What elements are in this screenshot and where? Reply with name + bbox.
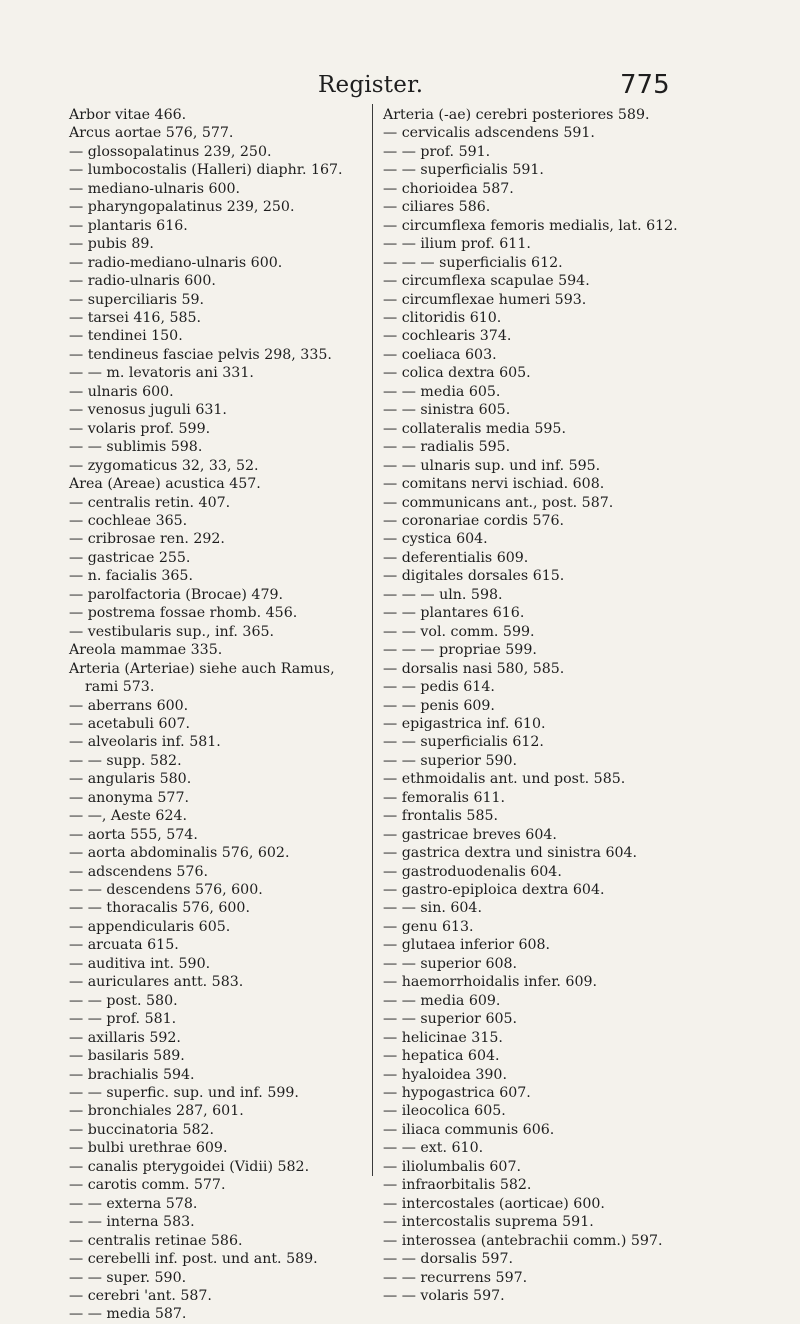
index-entry: — — externa 578. — [69, 1195, 198, 1212]
index-entry: — — ilium prof. 611. — [383, 236, 531, 253]
index-entry: — — vol. comm. 599. — [383, 623, 535, 640]
index-entry: — carotis comm. 577. — [69, 1177, 226, 1194]
index-entry: — — plantares 616. — [383, 605, 525, 622]
index-entry: — — ext. 610. — [383, 1140, 484, 1157]
index-entry: Arbor vitae 466. — [69, 107, 187, 123]
index-entry: — alveolaris inf. 581. — [69, 734, 221, 751]
index-entry: — circumflexae humeri 593. — [383, 291, 587, 308]
index-entry: Areola mammae 335. — [69, 642, 223, 659]
index-entry: — iliolumbalis 607. — [383, 1158, 521, 1175]
index-entry: — deferentialis 609. — [383, 549, 529, 566]
index-entry: — — super. 590. — [69, 1269, 187, 1286]
index-entry: — centralis retinae 586. — [69, 1232, 243, 1249]
page-header — [0, 70, 800, 106]
index-entry: — — sublimis 598. — [69, 439, 203, 456]
index-entry: — — descendens 576, 600. — [69, 882, 263, 899]
index-entry: — — prof. 581. — [69, 1011, 177, 1028]
index-entry: — postrema fossae rhomb. 456. — [69, 605, 298, 622]
index-entry: — pubis 89. — [69, 236, 154, 253]
index-entry: — cystica 604. — [383, 531, 488, 548]
index-entry: — digitales dorsales 615. — [383, 568, 565, 585]
index-entry: — collateralis media 595. — [383, 420, 566, 437]
index-entry: — gastricae breves 604. — [383, 826, 557, 843]
index-entry: — — media 609. — [383, 992, 501, 1009]
index-entry: — cribrosae ren. 292. — [69, 531, 225, 548]
index-entry: — coronariae cordis 576. — [383, 512, 565, 529]
index-entry: — glossopalatinus 239, 250. — [69, 143, 272, 160]
index-entry: — circumflexa femoris medialis, lat. 612. — [383, 217, 678, 234]
index-entry: Area (Areae) acustica 457. — [69, 476, 261, 493]
index-entry: — auriculares antt. 583. — [69, 974, 244, 991]
index-entry: — lumbocostalis (Halleri) diaphr. 167. — [69, 162, 343, 179]
index-entry: — intercostales (aorticae) 600. — [383, 1195, 605, 1212]
index-entry: — aberrans 600. — [69, 697, 189, 714]
index-entry: — radio-ulnaris 600. — [69, 273, 216, 290]
index-entry: — epigastrica inf. 610. — [383, 715, 546, 732]
index-entry: — parolfactoria (Brocae) 479. — [69, 586, 284, 603]
index-entry: — dorsalis nasi 580, 585. — [383, 660, 565, 677]
index-entry: — gastricae 255. — [69, 549, 191, 566]
index-entry: — — volaris 597. — [383, 1288, 505, 1304]
index-entry: — — ulnaris sup. und inf. 595. — [383, 457, 601, 474]
index-entry: — tarsei 416, 585. — [69, 309, 202, 326]
index-entry: — cerebelli inf. post. und ant. 589. — [69, 1251, 318, 1268]
index-entry: — cochleae 365. — [69, 512, 188, 529]
index-entry: — ileocolica 605. — [383, 1103, 506, 1120]
index-entry: — brachialis 594. — [69, 1066, 195, 1083]
index-entry: — gastrica dextra und sinistra 604. — [383, 845, 638, 862]
index-entry: — — post. 580. — [69, 992, 178, 1009]
index-entry: — axillaris 592. — [69, 1029, 181, 1046]
index-entry: — n. facialis 365. — [69, 568, 193, 585]
column-divider — [372, 104, 373, 1176]
index-entry: — —, Aeste 624. — [69, 808, 188, 825]
index-entry: — iliaca communis 606. — [383, 1121, 555, 1138]
index-entry: — gastro-epiploica dextra 604. — [383, 882, 605, 899]
index-entry: — plantaris 616. — [69, 217, 188, 234]
index-entry: — haemorrhoidalis infer. 609. — [383, 974, 598, 991]
index-entry: — — — uln. 598. — [383, 586, 503, 603]
index-entry: — centralis retin. 407. — [69, 494, 231, 511]
index-entry: — — pedis 614. — [383, 679, 495, 696]
index-entry: — — sinistra 605. — [383, 402, 511, 419]
index-entry: — buccinatoria 582. — [69, 1121, 215, 1138]
index-entry: Arcus aortae 576, 577. — [69, 125, 234, 142]
index-entry: — pharyngopalatinus 239, 250. — [69, 199, 295, 216]
index-entry: — aorta 555, 574. — [69, 826, 198, 843]
index-entry: — colica dextra 605. — [383, 365, 531, 382]
index-entry: — cochlearis 374. — [383, 328, 512, 345]
index-entry: — — penis 609. — [383, 697, 495, 714]
index-entry: — tendineus fasciae pelvis 298, 335. — [69, 346, 332, 363]
index-entry: — bronchiales 287, 601. — [69, 1103, 244, 1120]
index-entry: — — — superficialis 612. — [383, 254, 563, 271]
index-entry: — — interna 583. — [69, 1214, 195, 1231]
index-entry: — — superficialis 591. — [383, 162, 544, 179]
index-entry: — angularis 580. — [69, 771, 192, 788]
index-entry: — — media 587. — [69, 1306, 187, 1323]
index-entry: — auditiva int. 590. — [69, 955, 211, 972]
index-entry: — — superior 590. — [383, 752, 518, 769]
index-entry: — bulbi urethrae 609. — [69, 1140, 228, 1157]
index-entry: — femoralis 611. — [383, 789, 506, 806]
index-entry: — — thoracalis 576, 600. — [69, 900, 250, 917]
index-entry: — chorioidea 587. — [383, 180, 514, 197]
index-entry: — glutaea inferior 608. — [383, 937, 551, 954]
index-entry: — — media 605. — [383, 383, 501, 400]
index-entry: Arteria (Arteriae) siehe auch Ramus, rami 573. — [69, 660, 335, 696]
index-entry: — canalis pterygoidei (Vidii) 582. — [69, 1158, 310, 1175]
index-entry: — arcuata 615. — [69, 937, 179, 954]
index-entry: — — supp. 582. — [69, 752, 182, 769]
index-entry: — cervicalis adscendens 591. — [383, 125, 595, 142]
index-entry: — communicans ant., post. 587. — [383, 494, 614, 511]
index-entry: — venosus juguli 631. — [69, 402, 227, 419]
index-entry: — hypogastrica 607. — [383, 1085, 531, 1102]
index-entry: — — m. levatoris ani 331. — [69, 365, 254, 382]
index-entry: — genu 613. — [383, 918, 474, 935]
index-entry: — — superior 608. — [383, 955, 518, 972]
page-number: 775 — [620, 70, 670, 100]
index-entry: — aorta abdominalis 576, 602. — [69, 845, 290, 862]
index-entry: — helicinae 315. — [383, 1029, 503, 1046]
index-entry: — ethmoidalis ant. und post. 585. — [383, 771, 626, 788]
index-entry: — adscendens 576. — [69, 863, 208, 880]
index-entry: — hyaloidea 390. — [383, 1066, 507, 1083]
index-entry: — hepatica 604. — [383, 1048, 500, 1065]
index-entry: — acetabuli 607. — [69, 715, 191, 732]
index-entry: — — superfic. sup. und inf. 599. — [69, 1085, 299, 1102]
index-entry: — — superior 605. — [383, 1011, 518, 1028]
index-entry: — appendicularis 605. — [69, 918, 231, 935]
index-entry: — zygomaticus 32, 33, 52. — [69, 457, 259, 474]
index-entry: — superciliaris 59. — [69, 291, 205, 308]
index-entry: — — superficialis 612. — [383, 734, 544, 751]
index-entry: — — — propriae 599. — [383, 642, 537, 659]
index-entry: — radio-mediano-ulnaris 600. — [69, 254, 283, 271]
index-entry: — tendinei 150. — [69, 328, 183, 345]
index-entry: — — dorsalis 597. — [383, 1251, 513, 1268]
index-entry: — ciliares 586. — [383, 199, 491, 216]
index-entry: — — sin. 604. — [383, 900, 482, 917]
index-entry: — vestibularis sup., inf. 365. — [69, 623, 275, 640]
index-entry: — — radialis 595. — [383, 439, 511, 456]
index-entry: — — recurrens 597. — [383, 1269, 528, 1286]
index-entry: — basilaris 589. — [69, 1048, 185, 1065]
index-entry: — frontalis 585. — [383, 808, 499, 825]
index-entry: — gastroduodenalis 604. — [383, 863, 562, 880]
index-entry: — intercostalis suprema 591. — [383, 1214, 594, 1231]
index-entry: — ulnaris 600. — [69, 383, 174, 400]
index-entry: — infraorbitalis 582. — [383, 1177, 532, 1194]
index-entry: — coeliaca 603. — [383, 346, 497, 363]
index-entry: — — prof. 591. — [383, 143, 491, 160]
index-column-left — [69, 106, 361, 1324]
index-entry: — volaris prof. 599. — [69, 420, 211, 437]
index-entry: — mediano-ulnaris 600. — [69, 180, 241, 197]
running-title: Register. — [318, 72, 424, 98]
index-entry: — clitoridis 610. — [383, 309, 502, 326]
index-entry: — anonyma 577. — [69, 789, 189, 806]
index-entry: — cerebri 'ant. 587. — [69, 1288, 212, 1304]
index-column-right — [383, 106, 771, 1305]
index-entry: — circumflexa scapulae 594. — [383, 273, 590, 290]
index-entry: — comitans nervi ischiad. 608. — [383, 476, 605, 493]
index-entry: Arteria (-ae) cerebri posteriores 589. — [383, 107, 650, 123]
index-entry: — interossea (antebrachii comm.) 597. — [383, 1232, 663, 1249]
